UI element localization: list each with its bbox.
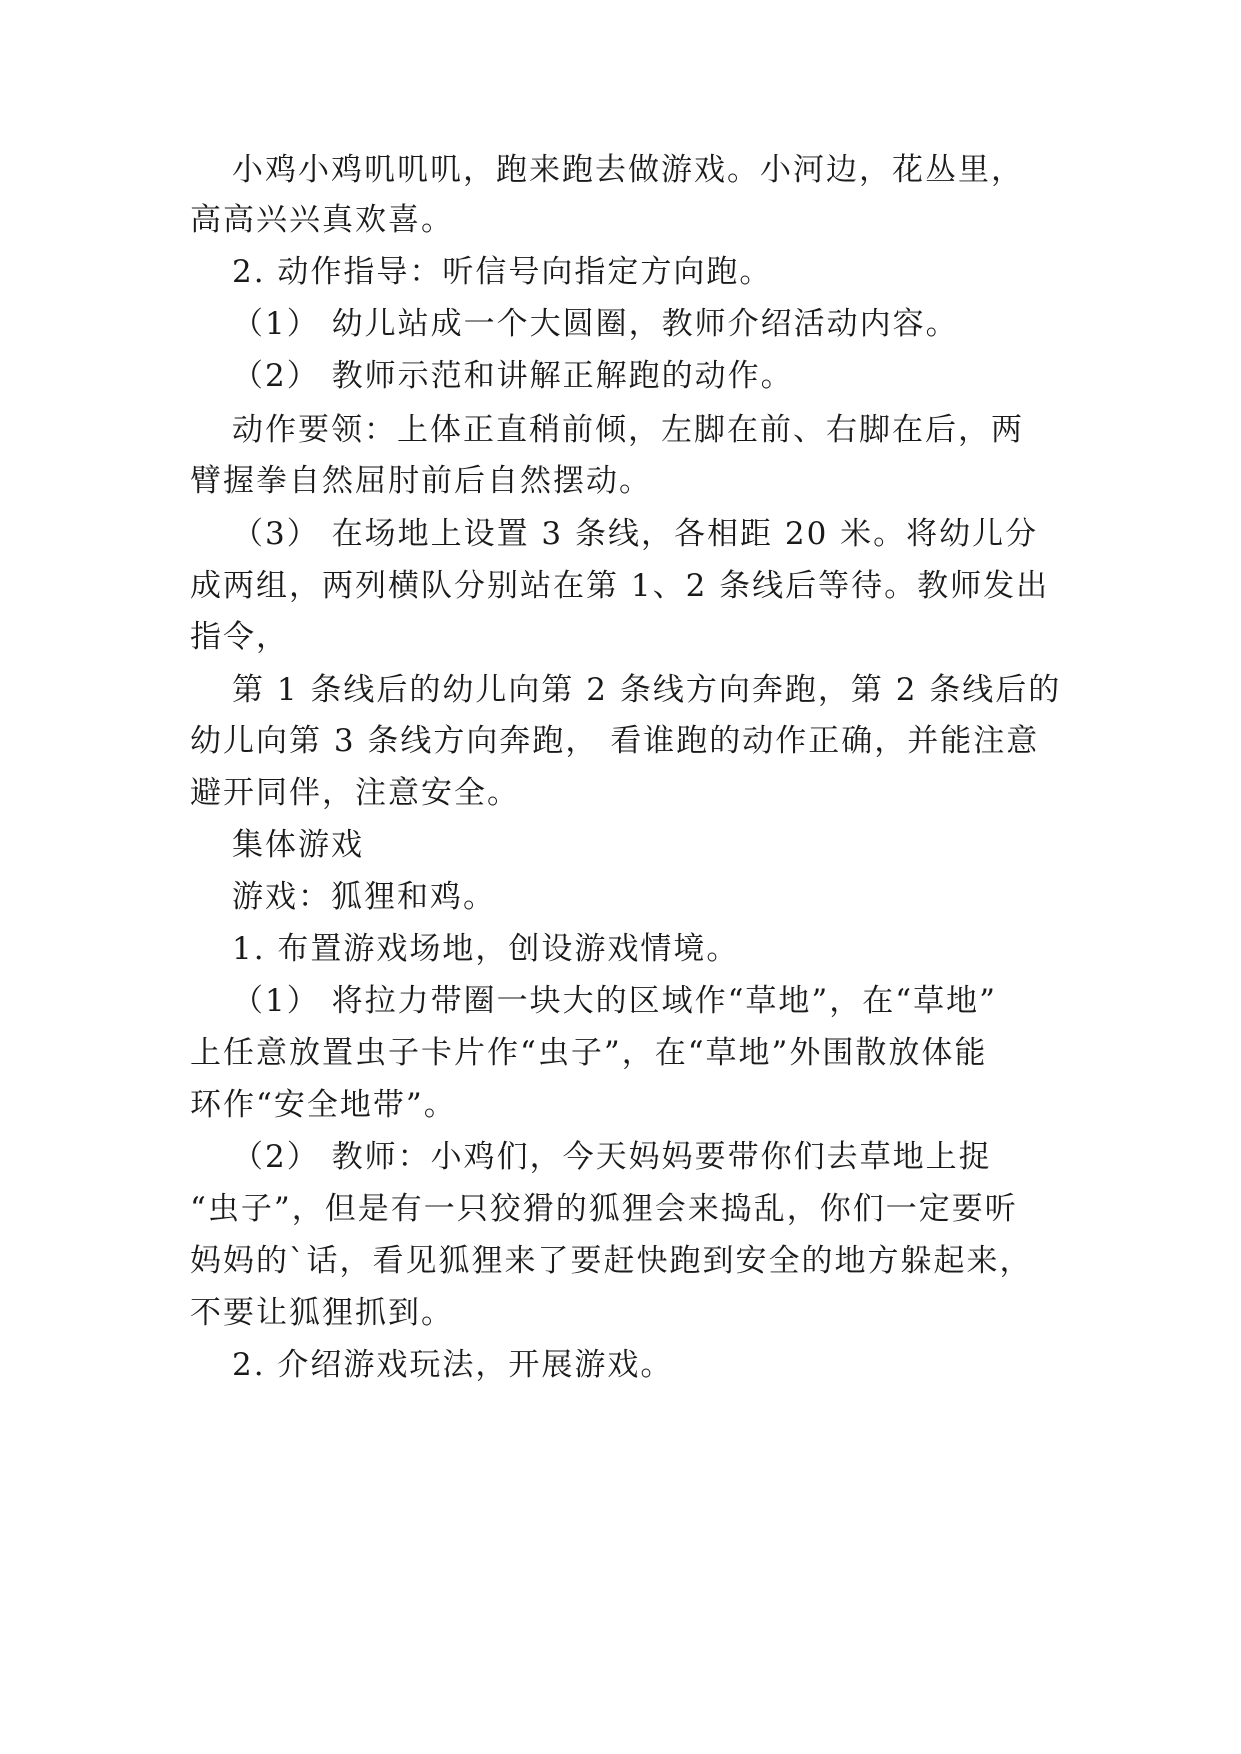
text-line: 臂握拳自然屈肘前后自然摆动。 <box>190 463 652 499</box>
text-line: 环作“安全地带”。 <box>190 1087 457 1123</box>
text-line: 1. 布置游戏场地，创设游戏情境。 <box>232 931 740 967</box>
text-line: （1） 幼儿站成一个大圆圈，教师介绍活动内容。 <box>232 306 959 342</box>
text-line: （2） 教师：小鸡们，今天妈妈要带你们去草地上捉 <box>232 1139 992 1175</box>
text-line: 上任意放置虫子卡片作“虫子”，在“草地”外围散放体能 <box>190 1035 988 1071</box>
text-line: 不要让狐狸抓到。 <box>190 1295 454 1331</box>
text-line: 妈妈的`话，看见狐狸来了要赶快跑到安全的地方躲起来， <box>190 1243 1033 1279</box>
text-line: 游戏：狐狸和鸡。 <box>232 879 496 915</box>
text-line: 2. 动作指导：听信号向指定方向跑。 <box>232 254 773 290</box>
text-line: 避开同伴，注意安全。 <box>190 775 520 811</box>
text-line: 成两组，两列横队分别站在第 1、2 条线后等待。教师发出 <box>190 568 1050 604</box>
text-line: 指令， <box>190 619 289 655</box>
text-line: （3） 在场地上设置 3 条线，各相距 20 米。将幼儿分 <box>232 516 1039 552</box>
text-line: 小鸡小鸡叽叽叽，跑来跑去做游戏。小河边，花丛里， <box>232 152 1024 188</box>
section-heading: 集体游戏 <box>232 827 364 863</box>
text-line: 2. 介绍游戏玩法，开展游戏。 <box>232 1347 674 1383</box>
text-line: 动作要领：上体正直稍前倾，左脚在前、右脚在后，两 <box>232 412 1024 448</box>
text-line: “虫子”，但是有一只狡猾的狐狸会来捣乱，你们一定要听 <box>190 1191 1018 1227</box>
text-line: 第 1 条线后的幼儿向第 2 条线方向奔跑，第 2 条线后的 <box>232 672 1062 708</box>
text-line: 高高兴兴真欢喜。 <box>190 202 454 238</box>
text-line: （2） 教师示范和讲解正解跑的动作。 <box>232 358 794 394</box>
text-line: （1） 将拉力带圈一块大的区域作“草地”，在“草地” <box>232 983 997 1019</box>
text-line: 幼儿向第 3 条线方向奔跑， 看谁跑的动作正确，并能注意 <box>190 723 1040 759</box>
